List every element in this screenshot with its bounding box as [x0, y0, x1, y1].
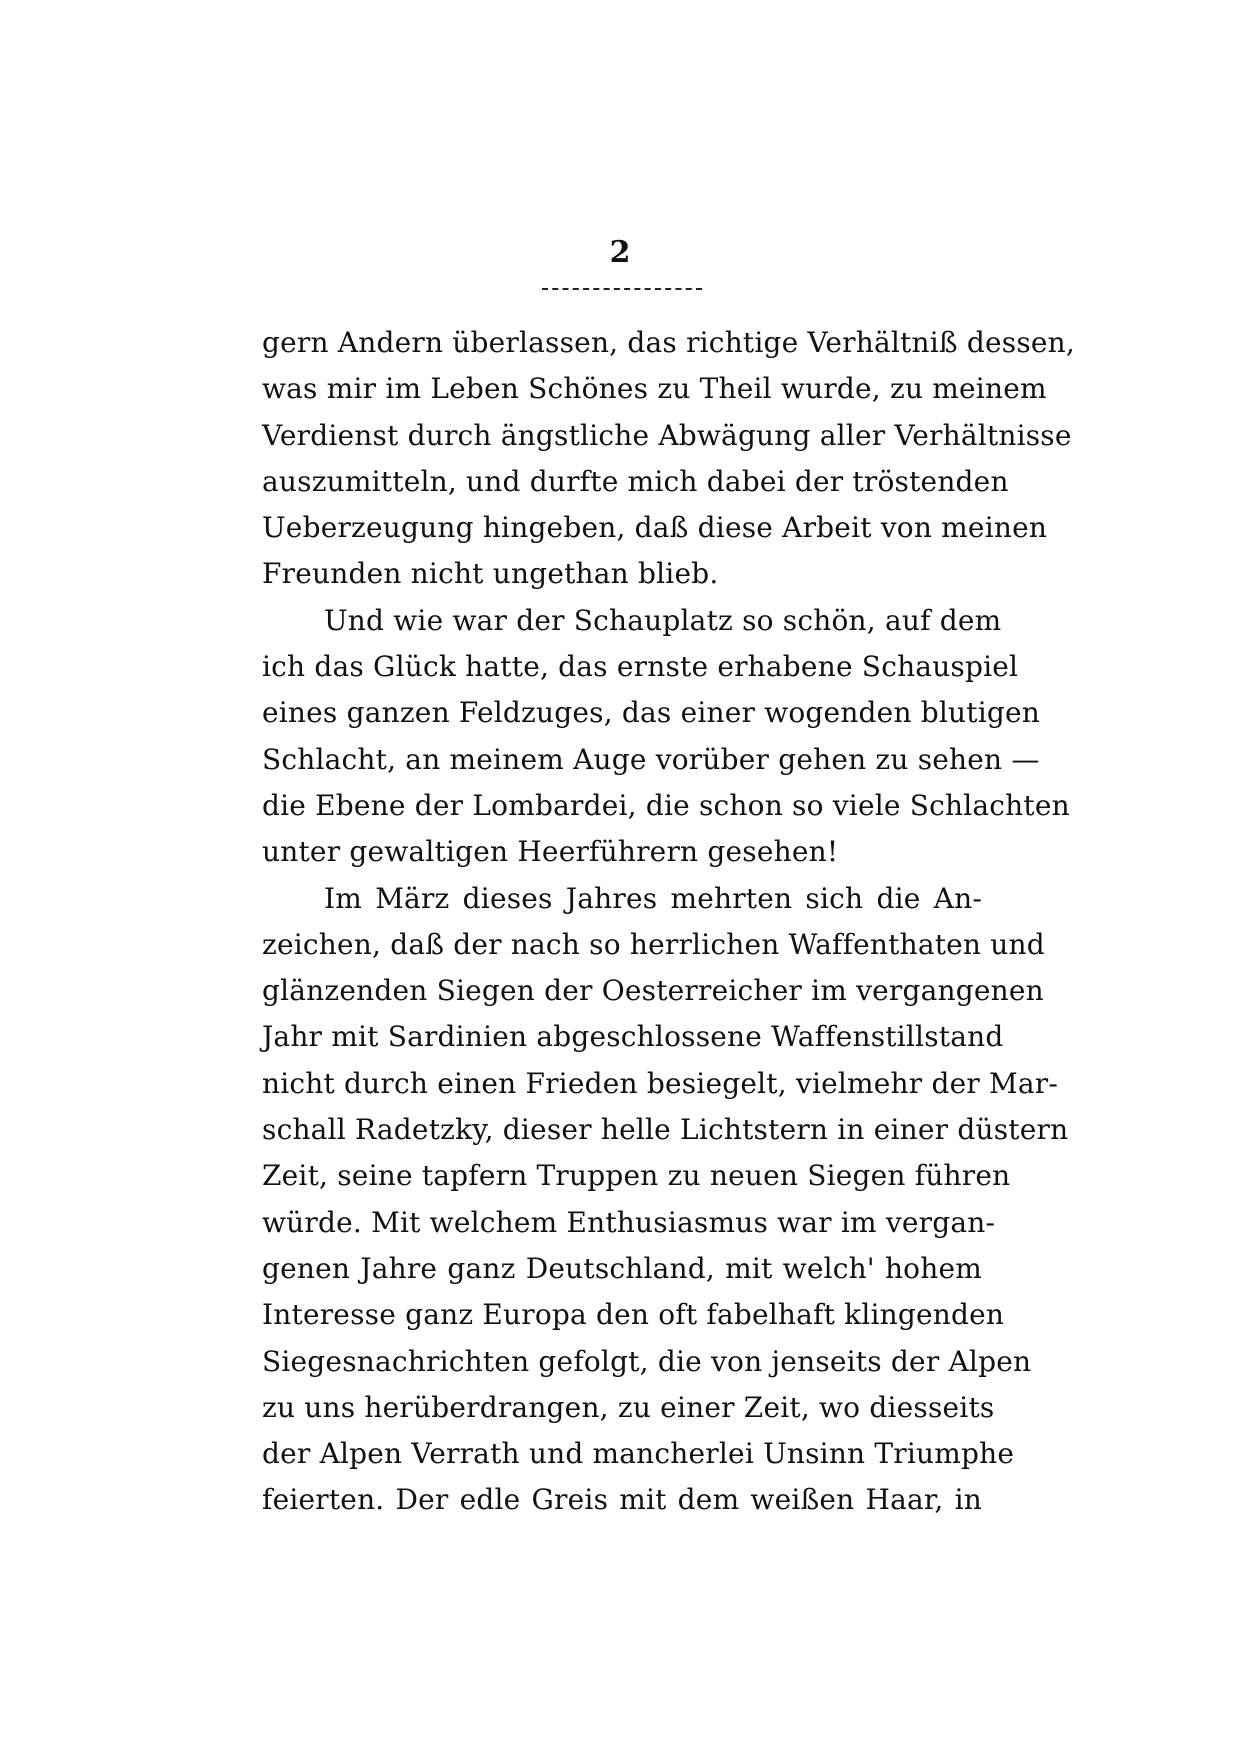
text-line: Verdienst durch ängstliche Abwägung aller Verhältnisse — [262, 418, 1072, 452]
text-line: die Ebene der Lombardei, die schon so viele Schlachten — [262, 788, 1070, 822]
text-line: auszumitteln, und durfte mich dabei der tröstenden — [262, 464, 1009, 498]
text-line: Zeit, seine tapfern Truppen zu neuen Siegen führen — [262, 1159, 1011, 1193]
text-line: zu uns herüberdrangen, zu einer Zeit, wo diesseits — [262, 1390, 995, 1424]
text-line: feierten. Der edle Greis mit dem weißen Haar, in — [262, 1483, 982, 1517]
text-line: unter gewaltigen Heerführern gesehen! — [262, 835, 839, 869]
text-line: ich das Glück hatte, das ernste erhabene Schauspiel — [262, 650, 1019, 684]
text-line: gern Andern überlassen, das richtige Verhältniß dessen, — [262, 326, 1075, 359]
text-line: nicht durch einen Frieden besiegelt, vielmehr der Mar- — [262, 1066, 1059, 1100]
text-line: glänzenden Siegen der Oesterreicher im vergangenen — [262, 974, 1044, 1008]
paragraph — [262, 876, 1069, 1524]
page-number: 2 — [609, 235, 631, 270]
text-line: schall Radetzky, dieser helle Lichtstern in einer düstern — [262, 1113, 1069, 1147]
paragraph — [262, 598, 1070, 876]
text-line: was mir im Leben Schönes zu Theil wurde, zu meinem — [262, 372, 1047, 406]
text-line: Ueberzeugung hingeben, daß diese Arbeit von meinen — [262, 511, 1048, 545]
text-line: Siegesnachrichten gefolgt, die von jenseits der Alpen — [262, 1344, 1032, 1378]
text-line: Interesse ganz Europa den oft fabelhaft klingenden — [262, 1298, 1005, 1332]
header-rule — [542, 288, 702, 290]
text-line: genen Jahre ganz Deutschland, mit welch' hohem — [262, 1251, 982, 1285]
text-line: der Alpen Verrath und mancherlei Unsinn Triumphe — [262, 1437, 1015, 1471]
text-line: Im März dieses Jahres mehrten sich die An- — [324, 881, 982, 915]
text-line: Und wie war der Schauplatz so schön, auf dem — [324, 603, 1002, 637]
text-line: eines ganzen Feldzuges, das einer wogenden blutigen — [262, 696, 1041, 730]
paragraph — [262, 320, 1075, 598]
text-line: Freunden nicht ungethan blieb. — [262, 557, 719, 591]
body-text — [262, 320, 1075, 1524]
text-line: Schlacht, an meinem Auge vorüber gehen zu sehen — — [262, 742, 1040, 776]
text-line: zeichen, daß der nach so herrlichen Waffenthaten und — [262, 927, 1045, 961]
text-line: würde. Mit welchem Enthusiasmus war im vergan- — [262, 1205, 996, 1239]
text-line: Jahr mit Sardinien abgeschlossene Waffenstillstand — [262, 1020, 1004, 1054]
